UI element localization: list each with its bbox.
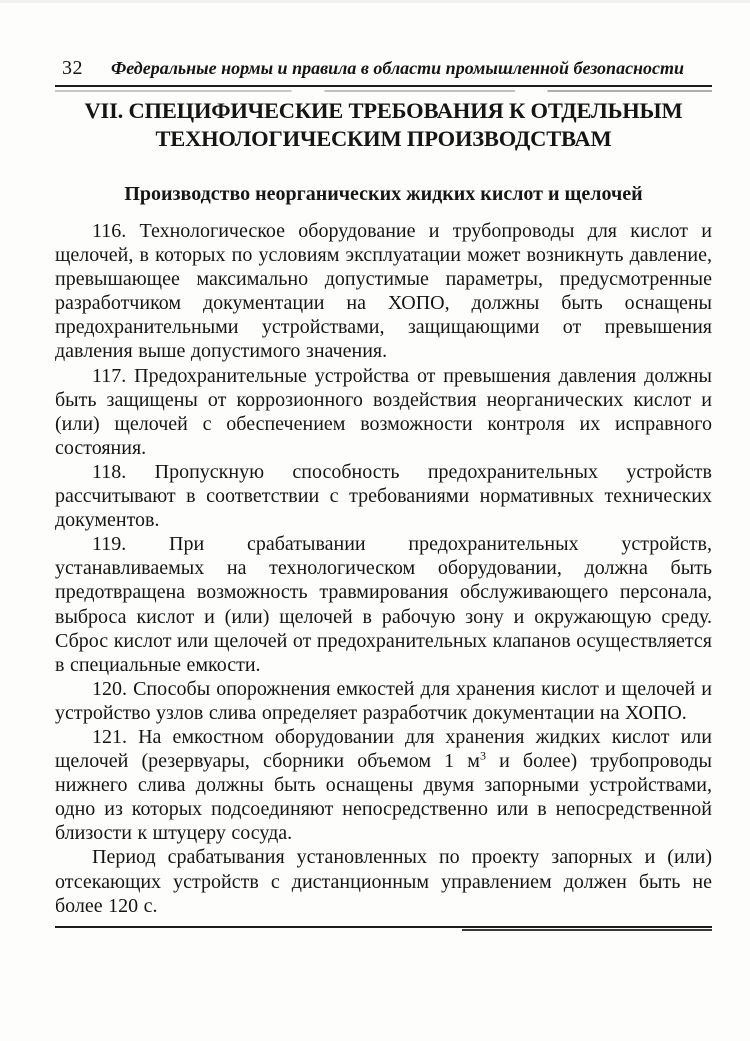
header-rule-echo <box>55 90 712 92</box>
paragraph-117: 117. Предохранительные устройства от превышения давления должны быть защищены от коррозионного воздействия неорганических кислот и (или) щелочей с обеспечением возможности контроля их исправного состояния. <box>55 364 712 459</box>
paragraph-118: 118. Пропускную способность предохранительных устройств рассчитывают в соответствии с требованиями нормативных технических документов. <box>55 460 712 532</box>
paragraph-121 <box>55 725 712 845</box>
chapter-heading-line-1: VII. СПЕЦИФИЧЕСКИЕ ТРЕБОВАНИЯ К ОТДЕЛЬНЫМ <box>84 98 683 123</box>
body-text <box>55 219 712 918</box>
paragraph-119: 119. При срабатывании предохранительных устройств, устанавливаемых на технологическом оборудовании, должна быть предотвращена возможность травмирования обслуживающего персонала, выброса кислот и (или) щелочей в рабочую зону и окружающую среду. Сброс кислот или щелочей от предохранительных клапанов осуществляется в специальные емкости. <box>55 533 712 676</box>
scan-edge <box>0 0 750 3</box>
paragraph-120: 120. Способы опорожнения емкостей для хранения кислот и щелочей и устройство узлов слива определяет разработчик документации на ХОПО. <box>55 677 712 724</box>
footnote-rule <box>55 926 712 928</box>
paragraph-121-continuation: и более) трубопроводы нижнего слива должны быть оснащены двумя запорными устройствами, одно из которых подсоединяют непосредственно или в непосредственной близости к штуцеру сосуда. <box>55 750 712 845</box>
chapter-heading <box>55 97 712 153</box>
cubic-meter-superscript: 3 <box>479 748 486 763</box>
running-header-title: Федеральные нормы и правила в области промышленной безопасности <box>110 58 685 78</box>
paragraph-unnumbered: Период срабатывания установленных по проекту запорных и (или) отсекающих устройств с дистанционным управлением должен быть не более 120 с. <box>55 846 712 917</box>
chapter-heading-line-2: ТЕХНОЛОГИЧЕСКИМ ПРОИЗВОДСТВАМ <box>155 126 612 151</box>
running-header <box>55 57 712 87</box>
paragraph-121-text: 121. На емкостном оборудовании для хранения жидких кислот или щелочей (резервуары, сборники объемом 1 м <box>55 725 712 773</box>
page-number: 32 <box>62 57 83 79</box>
paragraph-116: 116. Технологическое оборудование и трубопроводы для кислот и щелочей, в которых по условиям эксплуатации может возникнуть давление, превышающее максимально допустимые параметры, предусмотренные разработчиком документации на ХОПО, должны быть оснащены предохранительными устройствами, защищающими от превышения давления выше допустимого значения. <box>55 220 712 363</box>
section-heading: Производство неорганических жидких кислот и щелочей <box>124 183 643 205</box>
